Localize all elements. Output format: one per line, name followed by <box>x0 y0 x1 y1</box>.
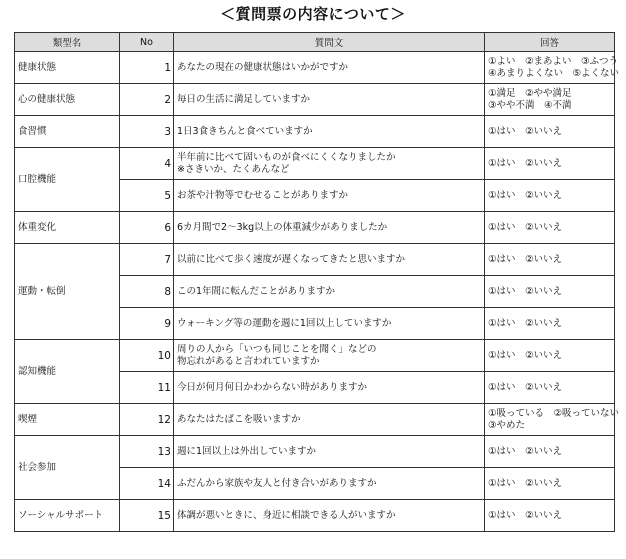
question-text: 週に1回以上は外出していますか <box>177 445 317 457</box>
table-row <box>15 500 615 532</box>
header-answer: 回答 <box>485 33 615 52</box>
table-row <box>15 212 615 244</box>
category-cell: ソーシャルサポート <box>15 500 120 532</box>
table-row <box>15 404 615 436</box>
answer-cell <box>485 500 615 532</box>
question-text: 今日が何月何日かわからない時がありますか <box>177 381 368 393</box>
answer-cell <box>485 148 615 180</box>
number-cell: 11 <box>120 372 174 404</box>
question-text: 6カ月間で2～3kg以上の体重減少がありましたか <box>177 221 388 233</box>
table-row <box>15 116 615 148</box>
category-cell: 運動・転倒 <box>15 244 120 340</box>
questionnaire-table <box>14 32 620 532</box>
answer-cell <box>485 84 615 116</box>
question-text: 以前に比べて歩く速度が遅くなってきたと思いますか <box>177 253 406 265</box>
header-question: 質問文 <box>174 33 485 52</box>
question-text: 周りの人から「いつも同じことを聞く」などの <box>177 343 377 355</box>
number-cell: 10 <box>120 340 174 372</box>
question-cell <box>174 308 485 340</box>
question-cell <box>174 372 485 404</box>
number-cell: 8 <box>120 276 174 308</box>
answer-cell <box>485 436 615 468</box>
answer-cell <box>485 180 615 212</box>
category-cell: 心の健康状態 <box>15 84 120 116</box>
question-cell <box>174 468 485 500</box>
question-text: ウォーキング等の運動を週に1回以上していますか <box>177 317 392 329</box>
question-cell <box>174 52 485 84</box>
number-cell: 2 <box>120 84 174 116</box>
question-text: あなたの現在の健康状態はいかがですか <box>177 61 349 73</box>
page-title: ＜質問票の内容について＞ <box>220 5 406 23</box>
answer-text: ①はい ②いいえ <box>488 477 563 489</box>
number-cell: 1 <box>120 52 174 84</box>
number-cell: 15 <box>120 500 174 532</box>
category-cell: 口腔機能 <box>15 148 120 212</box>
question-cell <box>174 84 485 116</box>
question-text: 物忘れがあると言われていますか <box>177 355 320 367</box>
number-cell: 5 <box>120 180 174 212</box>
question-text: 半年前に比べて固いものが食べにくくなりましたか <box>177 151 396 163</box>
category-cell: 健康状態 <box>15 52 120 84</box>
question-cell <box>174 212 485 244</box>
category-cell: 喫煙 <box>15 404 120 436</box>
answer-cell <box>485 212 615 244</box>
answer-text: ①はい ②いいえ <box>488 221 563 233</box>
number-cell: 12 <box>120 404 174 436</box>
answer-cell <box>485 116 615 148</box>
table-header-row <box>15 33 615 52</box>
question-text: 体調が悪いときに、身近に相談できる人がいますか <box>177 509 396 521</box>
answer-text: ①はい ②いいえ <box>488 189 563 201</box>
number-cell: 9 <box>120 308 174 340</box>
header-no: No <box>120 33 174 52</box>
question-cell <box>174 500 485 532</box>
question-cell <box>174 116 485 148</box>
answer-text: ①よい ②まあよい ③ふつう <box>488 55 619 67</box>
question-cell <box>174 340 485 372</box>
number-cell: 14 <box>120 468 174 500</box>
answer-text: ①はい ②いいえ <box>488 445 563 457</box>
table-row <box>15 52 615 84</box>
number-cell: 3 <box>120 116 174 148</box>
answer-text: ①吸っている ②吸っていない <box>488 407 620 419</box>
table-row <box>15 84 615 116</box>
question-cell <box>174 276 485 308</box>
answer-cell <box>485 244 615 276</box>
question-text: お茶や汁物等でむせることがありますか <box>177 189 349 201</box>
answer-text: ①はい ②いいえ <box>488 125 563 137</box>
question-cell <box>174 244 485 276</box>
question-text: ※さきいか、たくあんなど <box>177 163 290 175</box>
answer-text: ①はい ②いいえ <box>488 509 563 521</box>
answer-text: ①はい ②いいえ <box>488 253 563 265</box>
category-cell: 認知機能 <box>15 340 120 404</box>
number-cell: 13 <box>120 436 174 468</box>
question-text: この1年間に転んだことがありますか <box>177 285 336 297</box>
answer-text: ①はい ②いいえ <box>488 381 563 393</box>
answer-text: ①はい ②いいえ <box>488 349 563 361</box>
answer-cell <box>485 340 615 372</box>
answer-text: ①満足 ②やや満足 <box>488 87 572 99</box>
number-cell: 4 <box>120 148 174 180</box>
table-row <box>15 148 615 180</box>
question-text: ふだんから家族や友人と付き合いがありますか <box>177 477 377 489</box>
number-cell: 7 <box>120 244 174 276</box>
question-cell <box>174 436 485 468</box>
answer-text: ④あまりよくない ⑤よくない <box>488 67 620 79</box>
answer-text: ①はい ②いいえ <box>488 317 563 329</box>
answer-text: ③やや不満 ④不満 <box>488 99 572 111</box>
question-cell <box>174 180 485 212</box>
answer-text: ①はい ②いいえ <box>488 285 563 297</box>
question-cell <box>174 404 485 436</box>
answer-text: ①はい ②いいえ <box>488 157 563 169</box>
number-cell: 6 <box>120 212 174 244</box>
category-cell: 体重変化 <box>15 212 120 244</box>
answer-text: ③やめた <box>488 419 526 431</box>
answer-cell <box>485 372 615 404</box>
answer-cell <box>485 404 620 436</box>
table-body <box>15 52 620 532</box>
answer-cell <box>485 52 620 84</box>
answer-cell <box>485 276 615 308</box>
table-row <box>15 244 615 276</box>
question-cell <box>174 148 485 180</box>
header-category: 類型名 <box>15 33 120 52</box>
table-row <box>15 340 615 372</box>
question-text: あなたはたばこを吸いますか <box>177 413 301 425</box>
category-cell: 社会参加 <box>15 436 120 500</box>
category-cell: 食習慣 <box>15 116 120 148</box>
answer-cell <box>485 308 615 340</box>
answer-cell <box>485 468 615 500</box>
table-row <box>15 436 615 468</box>
question-text: 毎日の生活に満足していますか <box>177 93 311 105</box>
question-text: 1日3食きちんと食べていますか <box>177 125 313 137</box>
